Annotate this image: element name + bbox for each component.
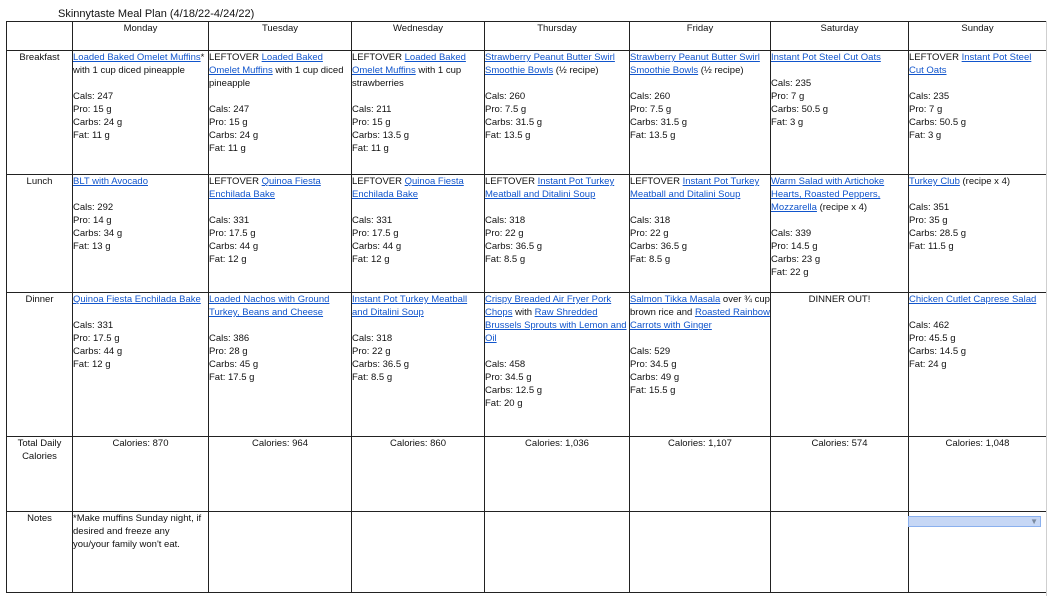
carbs-value: Carbs: 31.5 g (485, 117, 543, 128)
day-header-tuesday[interactable]: Tuesday (209, 22, 352, 51)
protein-value: Pro: 17.5 g (209, 228, 256, 239)
meal-description (209, 51, 351, 90)
calories-value: Cals: 339 (771, 228, 812, 239)
protein-value: Pro: 7 g (909, 104, 943, 115)
calories-value: Cals: 351 (909, 202, 950, 213)
nutrition-info (485, 358, 629, 410)
fat-value: Fat: 12 g (352, 254, 390, 265)
nutrition-info (485, 90, 629, 142)
meal-description (352, 175, 484, 201)
breakfast-cell-saturday[interactable] (771, 51, 909, 175)
fat-value: Fat: 11 g (209, 143, 246, 154)
day-header-sunday[interactable]: Sunday (909, 22, 1047, 51)
lunch-cell-saturday[interactable] (771, 175, 909, 293)
calories-value: Cals: 235 (771, 78, 812, 89)
recipe-link[interactable]: BLT with Avocado (73, 176, 148, 187)
carbs-value: Carbs: 34 g (73, 228, 123, 239)
meal-description (485, 293, 629, 345)
lunch-cell-friday[interactable] (630, 175, 771, 293)
calories-value: Cals: 211 (352, 104, 392, 115)
breakfast-cell-friday[interactable] (630, 51, 771, 175)
meal-description (209, 175, 351, 201)
dinner-cell-thursday[interactable] (485, 293, 630, 437)
calories-value: Cals: 331 (73, 320, 114, 331)
nutrition-info (909, 319, 1046, 371)
fat-value: Fat: 22 g (771, 267, 809, 278)
recipe-link[interactable]: Quinoa Fiesta Enchilada Bake (209, 176, 321, 200)
carbs-value: Carbs: 13.5 g (352, 130, 410, 141)
leftover-prefix: LEFTOVER (909, 52, 962, 63)
leftover-prefix: LEFTOVER (485, 176, 538, 187)
day-header-thursday[interactable]: Thursday (485, 22, 630, 51)
nutrition-info (771, 77, 908, 129)
lunch-cell-monday[interactable] (73, 175, 209, 293)
lunch-cell-wednesday[interactable] (352, 175, 485, 293)
notes-cell-saturday[interactable] (771, 512, 909, 593)
calories-value: Cals: 458 (485, 359, 526, 370)
nutrition-info (485, 214, 629, 266)
fat-value: Fat: 12 g (209, 254, 247, 265)
fat-value: Fat: 13 g (73, 241, 111, 252)
recipe-link[interactable]: Strawberry Peanut Butter Swirl Smoothie Bowls (630, 52, 760, 76)
recipe-link[interactable]: Loaded Baked Omelet Muffins (209, 52, 323, 76)
recipe-link-2[interactable]: Roasted Rainbow Carrots with Ginger (630, 307, 770, 331)
dinner-cell-sunday[interactable] (909, 293, 1047, 437)
meal-description (485, 51, 629, 77)
fat-value: Fat: 15.5 g (630, 385, 676, 396)
protein-value: Pro: 28 g (209, 346, 248, 357)
corner-cell[interactable] (7, 22, 73, 51)
nutrition-info (630, 345, 770, 397)
day-header-friday[interactable]: Friday (630, 22, 771, 51)
recipe-link[interactable]: Loaded Baked Omelet Muffins (352, 52, 466, 76)
calories-value: Cals: 260 (630, 91, 671, 102)
leftover-prefix: LEFTOVER (352, 52, 405, 63)
fat-value: Fat: 13.5 g (630, 130, 676, 141)
day-header-wednesday[interactable]: Wednesday (352, 22, 485, 51)
carbs-value: Carbs: 24 g (73, 117, 123, 128)
row-label-total[interactable]: Total Daily Calories (7, 437, 73, 512)
calories-value: Cals: 386 (209, 333, 250, 344)
nutrition-info (73, 319, 208, 371)
nutrition-info (73, 201, 208, 253)
lunch-row (7, 175, 1047, 293)
meal-note: with 1 cup diced pineapple (209, 65, 344, 89)
fat-value: Fat: 8.5 g (485, 254, 526, 265)
notes-cell-tuesday[interactable] (209, 512, 352, 593)
notes-cell-thursday[interactable] (485, 512, 630, 593)
breakfast-cell-wednesday[interactable] (352, 51, 485, 175)
protein-value: Pro: 22 g (352, 346, 391, 357)
breakfast-row (7, 51, 1047, 175)
fat-value: Fat: 11 g (352, 143, 389, 154)
recipe-link[interactable]: Warm Salad with Artichoke Hearts, Roasted Peppers, Mozzarella (771, 176, 885, 213)
dinner-cell-friday[interactable] (630, 293, 771, 437)
fat-value: Fat: 3 g (909, 130, 942, 141)
protein-value: Pro: 15 g (352, 117, 391, 128)
recipe-link-2[interactable]: Raw Shredded Brussels Sprouts with Lemon and Oil (485, 307, 627, 344)
fat-value: Fat: 11.5 g (909, 241, 954, 252)
protein-value: Pro: 34.5 g (630, 359, 677, 370)
nutrition-info (73, 90, 208, 142)
recipe-link[interactable]: Loaded Baked Omelet Muffins (73, 52, 201, 63)
total-calories-saturday[interactable]: Calories: 574 (771, 437, 909, 512)
notes-row (7, 512, 1047, 593)
row-label-breakfast[interactable]: Breakfast (7, 51, 73, 175)
protein-value: Pro: 15 g (209, 117, 248, 128)
dinner-cell-monday[interactable] (73, 293, 209, 437)
nutrition-info (630, 90, 770, 142)
carbs-value: Carbs: 36.5 g (485, 241, 543, 252)
selected-cell[interactable] (908, 516, 1041, 527)
meal-description (352, 51, 484, 90)
column-gridline (1046, 21, 1047, 596)
carbs-value: Carbs: 36.5 g (630, 241, 688, 252)
calories-value: Cals: 260 (485, 91, 526, 102)
meal-description (73, 175, 208, 188)
recipe-link[interactable]: Instant Pot Turkey Meatball and Ditalini Soup (485, 176, 615, 200)
carbs-value: Carbs: 14.5 g (909, 346, 967, 357)
fat-value: Fat: 8.5 g (352, 372, 393, 383)
leftover-prefix: LEFTOVER (630, 176, 683, 187)
sheet-title: Skinnytaste Meal Plan (4/18/22-4/24/22) (58, 8, 255, 20)
protein-value: Pro: 17.5 g (352, 228, 399, 239)
meal-plan-table (6, 21, 1047, 593)
protein-value: Pro: 14.5 g (771, 241, 818, 252)
carbs-value: Carbs: 31.5 g (630, 117, 688, 128)
row-label-notes[interactable]: Notes (7, 512, 73, 593)
meal-note: (½ recipe) (698, 65, 744, 76)
leftover-prefix: LEFTOVER (209, 52, 262, 63)
meal-description (771, 51, 908, 64)
carbs-value: Carbs: 44 g (209, 241, 259, 252)
recipe-link[interactable]: Instant Pot Steel Cut Oats (771, 52, 881, 63)
carbs-value: Carbs: 28.5 g (909, 228, 967, 239)
dinner-row (7, 293, 1047, 437)
protein-value: Pro: 14 g (73, 215, 112, 226)
header-row (7, 22, 1047, 51)
protein-value: Pro: 22 g (630, 228, 669, 239)
dinner-cell-wednesday[interactable] (352, 293, 485, 437)
lunch-cell-tuesday[interactable] (209, 175, 352, 293)
nutrition-info (909, 201, 1046, 253)
meal-description (209, 293, 351, 319)
calories-value: Cals: 318 (352, 333, 393, 344)
meal-description (909, 51, 1046, 77)
calories-value: Cals: 462 (909, 320, 950, 331)
calories-value: Cals: 247 (73, 91, 114, 102)
notes-cell-monday[interactable]: *Make muffins Sunday night, if desired and freeze any you/your family won't eat. (73, 512, 209, 593)
calories-value: Cals: 292 (73, 202, 114, 213)
total-calories-wednesday[interactable]: Calories: 860 (352, 437, 485, 512)
protein-value: Pro: 7.5 g (630, 104, 672, 115)
calories-value: Cals: 318 (630, 215, 671, 226)
lunch-cell-thursday[interactable] (485, 175, 630, 293)
protein-value: Pro: 34.5 g (485, 372, 532, 383)
meal-description (909, 293, 1046, 306)
breakfast-cell-tuesday[interactable] (209, 51, 352, 175)
recipe-link[interactable]: Salmon Tikka Masala (630, 294, 721, 305)
meal-note: (recipe x 4) (816, 202, 868, 213)
meal-description (630, 293, 770, 332)
meal-note: * with 1 cup diced pineapple (73, 52, 205, 76)
total-calories-sunday[interactable]: Calories: 1,048 (909, 437, 1047, 512)
nutrition-info (771, 227, 908, 279)
nutrition-info (209, 214, 351, 266)
day-header-monday[interactable]: Monday (73, 22, 209, 51)
recipe-link[interactable]: Quinoa Fiesta Enchilada Bake (352, 176, 464, 200)
nutrition-info (909, 90, 1046, 142)
carbs-value: Carbs: 50.5 g (771, 104, 829, 115)
calories-value: Cals: 247 (209, 104, 250, 115)
lunch-cell-sunday[interactable] (909, 175, 1047, 293)
meal-description (485, 175, 629, 201)
meal-description (73, 293, 208, 306)
protein-value: Pro: 45.5 g (909, 333, 956, 344)
meal-description (630, 175, 770, 201)
nutrition-info (630, 214, 770, 266)
calories-value: Cals: 235 (909, 91, 950, 102)
fat-value: Fat: 8.5 g (630, 254, 671, 265)
carbs-value: Carbs: 24 g (209, 130, 259, 141)
breakfast-cell-monday[interactable] (73, 51, 209, 175)
fat-value: Fat: 17.5 g (209, 372, 255, 383)
nutrition-info (352, 214, 484, 266)
calories-value: Cals: 318 (485, 215, 526, 226)
meal-note: (½ recipe) (553, 65, 599, 76)
meal-description (73, 51, 208, 77)
meal-connector: over ¾ cup brown rice and (630, 294, 770, 318)
fat-value: Fat: 20 g (485, 398, 523, 409)
breakfast-cell-thursday[interactable] (485, 51, 630, 175)
fat-value: Fat: 12 g (73, 359, 111, 370)
fat-value: Fat: 13.5 g (485, 130, 531, 141)
dinner-cell-saturday[interactable]: DINNER OUT! (771, 293, 909, 437)
recipe-link[interactable]: Loaded Nachos with Ground Turkey, Beans and Cheese (209, 294, 330, 318)
recipe-link[interactable]: Strawberry Peanut Butter Swirl Smoothie Bowls (485, 52, 615, 76)
protein-value: Pro: 15 g (73, 104, 112, 115)
carbs-value: Carbs: 44 g (73, 346, 123, 357)
notes-cell-friday[interactable] (630, 512, 771, 593)
total-calories-friday[interactable]: Calories: 1,107 (630, 437, 771, 512)
protein-value: Pro: 35 g (909, 215, 948, 226)
meal-description (352, 293, 484, 319)
protein-value: Pro: 7.5 g (485, 104, 527, 115)
carbs-value: Carbs: 49 g (630, 372, 680, 383)
recipe-link[interactable]: Instant Pot Steel Cut Oats (909, 52, 1032, 76)
calories-value: Cals: 331 (352, 215, 393, 226)
meal-description (630, 51, 770, 77)
total-calories-thursday[interactable]: Calories: 1,036 (485, 437, 630, 512)
meal-note: with 1 cup strawberries (352, 65, 462, 89)
carbs-value: Carbs: 12.5 g (485, 385, 543, 396)
fat-value: Fat: 24 g (909, 359, 947, 370)
carbs-value: Carbs: 23 g (771, 254, 821, 265)
dinner-cell-tuesday[interactable] (209, 293, 352, 437)
nutrition-info (209, 103, 351, 155)
day-header-saturday[interactable]: Saturday (771, 22, 909, 51)
recipe-link[interactable]: Instant Pot Turkey Meatball and Ditalini Soup (630, 176, 760, 200)
recipe-link[interactable]: Crispy Breaded Air Fryer Pork Chops (485, 294, 612, 318)
protein-value: Pro: 17.5 g (73, 333, 120, 344)
meal-description (771, 175, 908, 214)
dropdown-arrow-icon[interactable]: ▼ (1030, 517, 1038, 526)
carbs-value: Carbs: 50.5 g (909, 117, 967, 128)
meal-note: (recipe x 4) (959, 176, 1011, 187)
calories-value: Cals: 529 (630, 346, 671, 357)
row-label-dinner[interactable]: Dinner (7, 293, 73, 437)
breakfast-cell-sunday[interactable] (909, 51, 1047, 175)
notes-cell-wednesday[interactable] (352, 512, 485, 593)
total-calories-tuesday[interactable]: Calories: 964 (209, 437, 352, 512)
total-row (7, 437, 1047, 512)
protein-value: Pro: 7 g (771, 91, 805, 102)
row-label-lunch[interactable]: Lunch (7, 175, 73, 293)
leftover-prefix: LEFTOVER (352, 176, 405, 187)
recipe-link[interactable]: Instant Pot Turkey Meatball and Ditalini Soup (352, 294, 468, 318)
nutrition-info (352, 103, 484, 155)
fat-value: Fat: 3 g (771, 117, 804, 128)
total-calories-monday[interactable]: Calories: 870 (73, 437, 209, 512)
nutrition-info (209, 332, 351, 384)
carbs-value: Carbs: 36.5 g (352, 359, 410, 370)
meal-connector: with (512, 307, 535, 318)
carbs-value: Carbs: 45 g (209, 359, 259, 370)
protein-value: Pro: 22 g (485, 228, 524, 239)
carbs-value: Carbs: 44 g (352, 241, 402, 252)
nutrition-info (352, 332, 484, 384)
calories-value: Cals: 331 (209, 215, 250, 226)
meal-description (909, 175, 1046, 188)
recipe-link[interactable]: Chicken Cutlet Caprese Salad (909, 294, 1037, 305)
fat-value: Fat: 11 g (73, 130, 110, 141)
recipe-link[interactable]: Quinoa Fiesta Enchilada Bake (73, 294, 201, 305)
recipe-link[interactable]: Turkey Club (909, 176, 960, 187)
leftover-prefix: LEFTOVER (209, 176, 262, 187)
